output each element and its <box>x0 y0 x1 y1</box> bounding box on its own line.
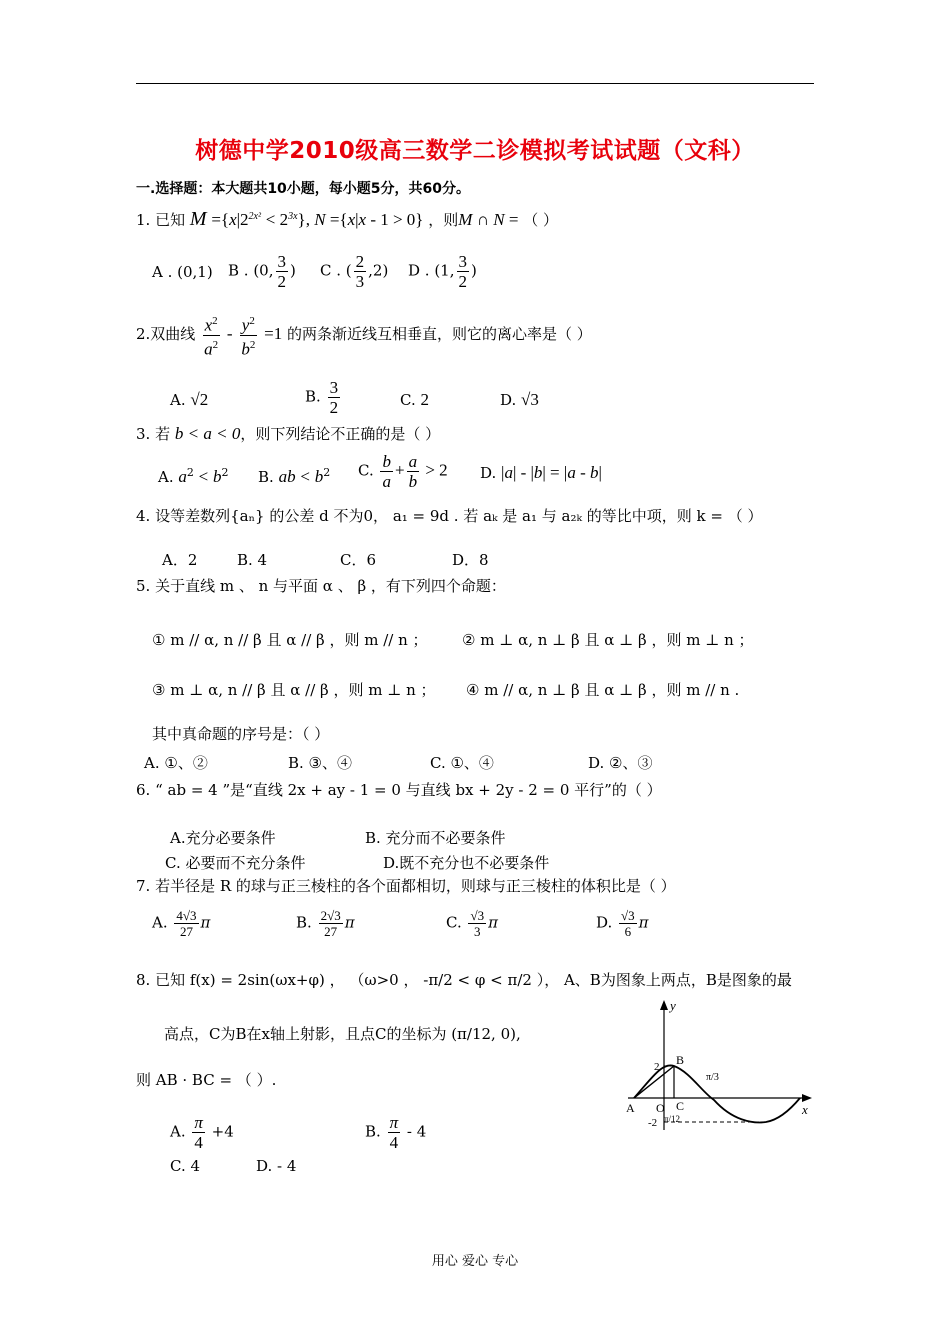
q5-prop-2: ② m ⊥ α, n ⊥ β 且 α ⊥ β ，则 m ⊥ n ； <box>462 631 754 649</box>
exam-title: 树德中学2010级高三数学二诊模拟考试试题（文科） <box>195 138 755 164</box>
graph-label-pi12: π/12 <box>664 1114 681 1124</box>
section-heading: 一.选择题：本大题共10小题，每小题5分，共60分。 <box>136 181 471 197</box>
graph-label-neg2: -2 <box>648 1117 658 1129</box>
q1-option-a[interactable]: A . (0,1) <box>152 263 213 281</box>
q5-option-d[interactable]: D. ②、③ <box>588 754 653 772</box>
q5-prop-3: ③ m ⊥ α, n // β 且 α // β ，则 m ⊥ n ； <box>152 681 436 699</box>
q8-option-d[interactable]: D. - 4 <box>256 1157 297 1175</box>
q7-option-d[interactable]: D. $\frac{√3}{6}$ π <box>596 908 649 939</box>
header-rule <box>136 83 814 84</box>
q5-stem: 5. 关于直线 m 、 n 与平面 α 、 β ，有下列四个命题： <box>136 577 506 595</box>
q5-option-b[interactable]: B. ③、④ <box>288 754 353 772</box>
graph-label-pi3: π/3 <box>706 1072 719 1083</box>
q2-option-a[interactable]: A. √2 <box>170 390 209 409</box>
q6-option-d[interactable]: D.既不充分也不必要条件 <box>383 854 550 872</box>
q3-option-a[interactable]: A. $a^2 < b^2$ <box>158 466 229 486</box>
q7-option-c[interactable]: C. $\frac{√3}{3}$ π <box>446 908 498 939</box>
q8-option-c[interactable]: C. 4 <box>170 1157 201 1175</box>
q3-stem: 3. 若 b < a < 0，则下列结论不正确的是（ ） <box>136 424 441 443</box>
page-footer: 用心 爱心 专心 <box>431 1254 519 1269</box>
q4-option-a[interactable]: A．2 <box>162 551 198 569</box>
q4-stem: 4. 设等差数列{aₙ} 的公差 d 不为0， a₁ = 9d . 若 aₖ 是 a₁ 与 a₂ₖ 的等比中项，则 k = （ ） <box>136 507 763 525</box>
graph-label-2: 2 <box>654 1061 660 1073</box>
graph-x-label: x <box>802 1102 808 1117</box>
q2-option-d[interactable]: D. √3 <box>500 390 539 409</box>
q1-stem: 1. 已知 $M =\{x|2^{2x^2} < 2^{3x}\}$, N ={x|x - 1 > 0} ，则M ∩ N = （ ） <box>136 208 558 230</box>
q8-option-a[interactable]: A. $\frac{\pi}{4}$ +4 <box>170 1113 234 1152</box>
q5-prop-4: ④ m // α, n ⊥ β 且 α ⊥ β ，则 m // n . <box>466 681 740 699</box>
q1-option-c[interactable]: C . ( $\frac{2}{3}$ ,2) <box>320 252 389 291</box>
graph-point-c: C <box>676 1099 685 1113</box>
q4-option-b[interactable]: B. 4 <box>237 551 268 569</box>
graph-y-label: y <box>670 1000 676 1013</box>
q3-option-d[interactable]: D. |a| - |b| = |a - b| <box>480 463 602 482</box>
q1-option-b[interactable]: B . (0, $\frac{3}{2}$ ) <box>228 252 296 291</box>
q7-option-b[interactable]: B. $\frac{2√3}{27}$ π <box>296 908 355 939</box>
q7-option-a[interactable]: A. $\frac{4√3}{27}$ π <box>152 908 211 939</box>
q5-option-a[interactable]: A. ①、② <box>144 754 208 772</box>
q6-option-a[interactable]: A.充分必要条件 <box>170 829 276 847</box>
q5-prop-1: ① m // α, n // β 且 α // β ，则 m // n ； <box>152 631 428 649</box>
q1-option-d[interactable]: D . (1, $\frac{3}{2}$ ) <box>408 252 477 291</box>
q3-option-b[interactable]: B. ab < $b^2$ <box>258 466 331 486</box>
q8-stem-line-3: 则 AB · BC = （ ）. <box>136 1071 277 1089</box>
q8-option-b[interactable]: B. $\frac{\pi}{4}$ - 4 <box>365 1113 427 1152</box>
q3-option-c[interactable]: C. $\frac{b}{a}$ + $\frac{a}{b}$ > 2 <box>358 452 448 491</box>
sine-graph <box>618 1000 818 1138</box>
q2-option-b[interactable]: B. $\frac{3}{2}$ <box>305 378 339 417</box>
q8-stem-line-1: 8. 已知 f(x) = 2sin(ωx+φ) ， （ω>0 ， -π/2 < φ < π/2 ）， A、B为图象上两点，B是图象的最 <box>136 971 792 989</box>
graph-point-b: B <box>676 1053 685 1067</box>
q4-option-d[interactable]: D．8 <box>452 551 489 569</box>
q4-option-c[interactable]: C．6 <box>340 551 377 569</box>
q6-option-c[interactable]: C. 必要而不充分条件 <box>165 854 306 872</box>
graph-point-a: A <box>626 1101 635 1115</box>
q5-question: 其中真命题的序号是：（ ） <box>152 725 330 743</box>
q5-option-c[interactable]: C. ①、④ <box>430 754 494 772</box>
q6-stem: 6. “ ab = 4 ”是“直线 2x + ay - 1 = 0 与直线 bx + 2y - 2 = 0 平行”的（ ） <box>136 781 662 799</box>
q7-stem: 7. 若半径是 R 的球与正三棱柱的各个面都相切，则球与正三棱柱的体积比是（ ） <box>136 877 676 895</box>
q2-stem: 2.双曲线 $\frac{x^2}{a^2}$ - $\frac{y^2}{b^2}$ =1 的两条渐近线互相垂直，则它的离心率是（ ） <box>136 312 592 358</box>
graph-origin-o: O <box>656 1101 665 1115</box>
q8-stem-line-2: 高点，C为B在x轴上射影，且点C的坐标为 (π/12, 0), <box>164 1025 521 1043</box>
q2-option-c[interactable]: C. 2 <box>400 390 429 409</box>
q6-option-b[interactable]: B. 充分而不必要条件 <box>365 829 506 847</box>
